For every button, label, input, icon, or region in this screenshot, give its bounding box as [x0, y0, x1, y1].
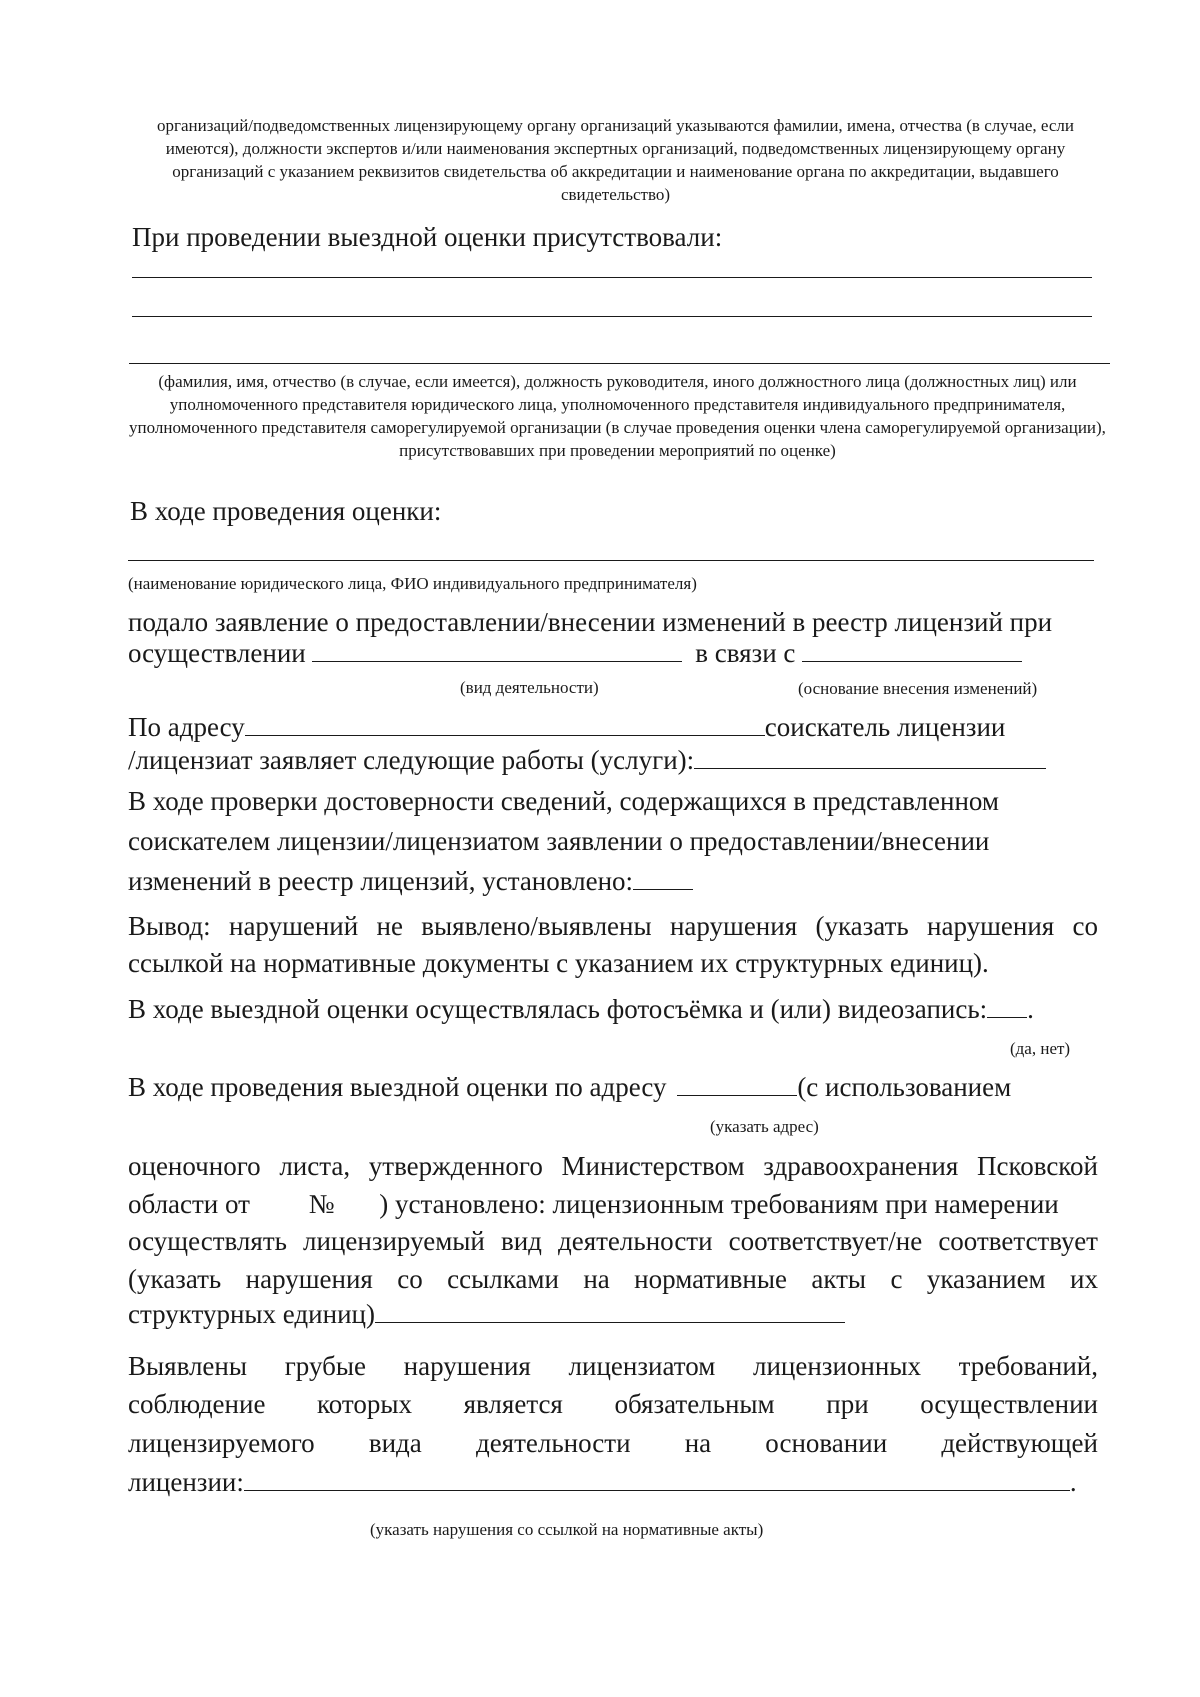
services-label: /лицензиат заявляет следующие работы (услуги):: [128, 745, 695, 775]
onsite-line-2: оценочного листа, утвержденного Министерством здравоохранения Псковской: [128, 1151, 1098, 1181]
address-prefix: По адресу: [128, 712, 245, 742]
present-line-2: [132, 316, 1092, 317]
activity-type-blank: [312, 637, 682, 662]
onsite-date-label: области от: [128, 1189, 250, 1219]
change-reason-note: (основание внесения изменений): [798, 679, 1038, 698]
services-blank: [694, 744, 1046, 769]
gross-line-3: лицензируемого вида деятельности на основании действующей: [128, 1428, 1098, 1458]
onsite-suffix: (с использованием: [797, 1072, 1012, 1102]
present-heading: При проведении выездной оценки присутствовали:: [132, 222, 723, 252]
application-middle: в связи с: [695, 638, 796, 668]
onsite-line-1: [128, 1068, 1011, 1106]
gross-note: (указать нарушения со ссылкой на нормативные акты): [370, 1520, 764, 1539]
experts-note: организаций/подведомственных лицензирующему органу организаций указываются фамилии, имена, отчества (в случае, если имеются), должности экспертов и/или наименования экспертных организаций, подведомственных лицензирующему органу организаций с указанием реквизитов свидетельства об аккредитации и наименование органа по аккредитации, выдавшего свидетельство): [157, 116, 1074, 204]
verification-blank: [633, 865, 693, 890]
onsite-line-3: [128, 1185, 1059, 1223]
photo-text: В ходе выездной оценки осуществлялась фотосъёмка и (или) видеозапись:: [128, 994, 988, 1024]
address-blank: [245, 711, 765, 736]
present-note: (фамилия, имя, отчество (в случае, если имеется), должность руководителя, иного должностного лица (должностных лиц) или уполномоченного представителя юридического лица, уполномоченного представителя индивидуального предпринимателя, уполномоченного представителя саморегулируемой организации (в случае проведения оценки члена саморегулируемой организации), присутствовавших при проведении мероприятий по оценке): [129, 372, 1106, 460]
present-line-1: [132, 277, 1092, 278]
onsite-address-blank: [677, 1071, 797, 1096]
present-line-3: [129, 363, 1110, 364]
assessment-heading: В ходе проведения оценки:: [130, 496, 442, 526]
conclusion-line-1: Вывод: нарушений не выявлено/выявлены нарушения (указать нарушения со: [128, 911, 1098, 941]
onsite-line-6-text: структурных единиц): [128, 1299, 375, 1329]
verification-line-3: [128, 862, 693, 900]
verification-line-3-text: изменений в реестр лицензий, установлено:: [128, 866, 634, 896]
gross-line-2: соблюдение которых является обязательным при осуществлении: [128, 1389, 1098, 1419]
onsite-violations-blank: [375, 1298, 845, 1323]
verification-line-2: соискателем лицензии/лицензиатом заявлении о предоставлении/внесении: [128, 826, 990, 856]
gross-violations-blank: [244, 1466, 1070, 1491]
gross-line-4: [128, 1463, 1077, 1501]
onsite-line-4: осуществлять лицензируемый вид деятельности соответствует/не соответствует: [128, 1226, 1098, 1256]
onsite-line-6: [128, 1295, 845, 1333]
gross-line-1: Выявлены грубые нарушения лицензиатом лицензионных требований,: [128, 1351, 1098, 1381]
activity-type-note: (вид деятельности): [460, 678, 599, 697]
gross-end: .: [1069, 1467, 1077, 1497]
entity-line: [128, 560, 1094, 561]
conclusion-line-2: ссылкой на нормативные документы с указанием их структурных единиц).: [128, 948, 989, 978]
verification-line-1: В ходе проверки достоверности сведений, содержащихся в представленном: [128, 786, 999, 816]
application-prefix: осуществлении: [128, 638, 306, 668]
application-line-1: подало заявление о предоставлении/внесении изменений в реестр лицензий при: [128, 607, 1053, 637]
photo-blank: [987, 993, 1027, 1018]
onsite-established: ) установлено: лицензионным требованиям при намерении: [379, 1189, 1059, 1219]
address-suffix: соискатель лицензии: [764, 712, 1006, 742]
onsite-prefix: В ходе проведения выездной оценки по адресу: [128, 1072, 667, 1102]
application-line-2: [128, 634, 1022, 672]
address-line-2: [128, 741, 1046, 779]
onsite-number-label: №: [308, 1189, 335, 1219]
photo-line: [128, 990, 1034, 1028]
change-reason-blank: [802, 637, 1022, 662]
entity-note: (наименование юридического лица, ФИО индивидуального предпринимателя): [128, 574, 697, 593]
photo-note: (да, нет): [1010, 1039, 1071, 1058]
onsite-address-note: (указать адрес): [710, 1117, 819, 1136]
gross-license-label: лицензии:: [128, 1467, 244, 1497]
photo-end: .: [1027, 994, 1034, 1024]
onsite-line-5: (указать нарушения со ссылками на нормативные акты с указанием их: [128, 1264, 1098, 1294]
